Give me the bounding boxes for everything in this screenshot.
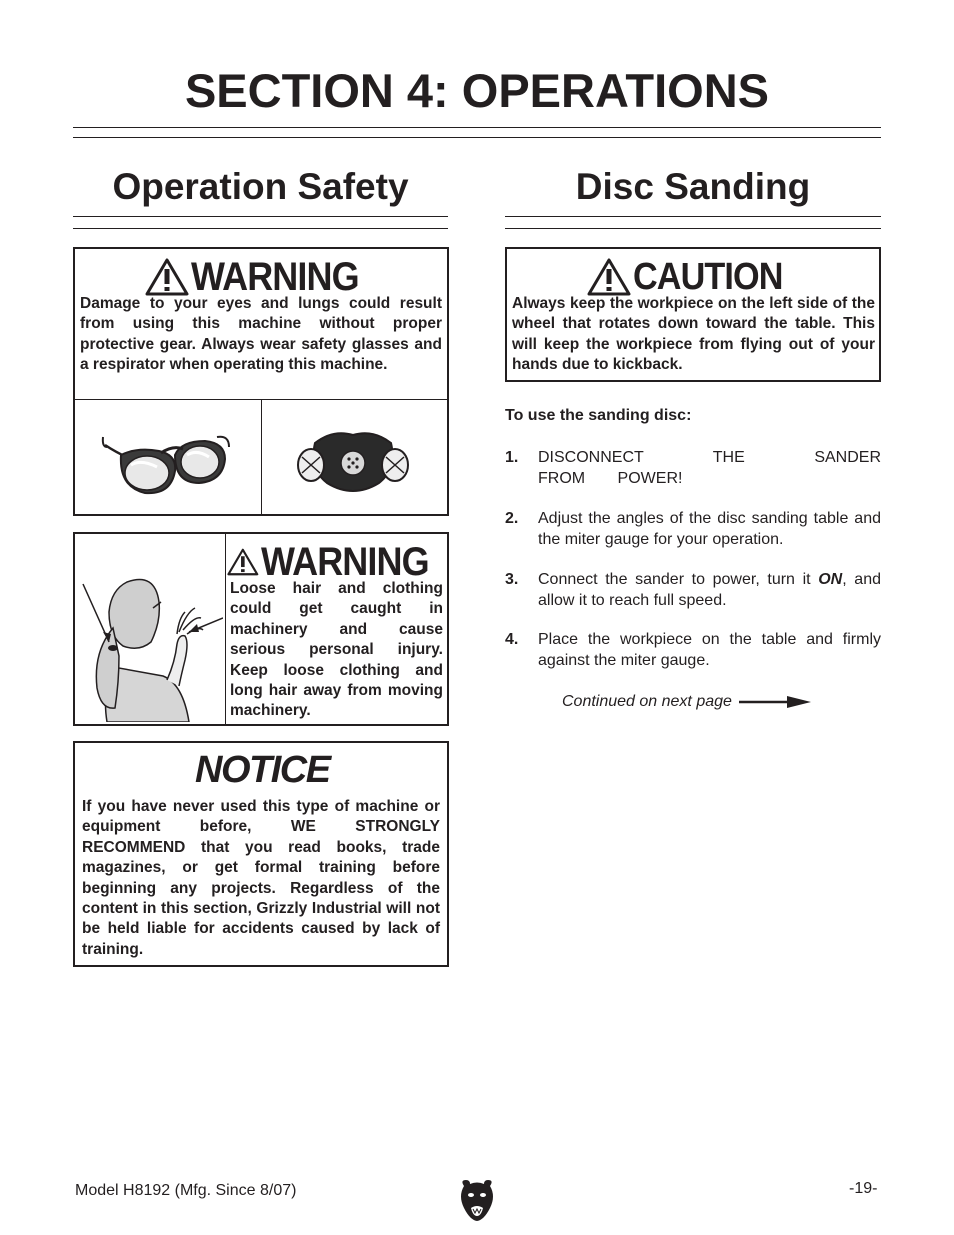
step-number: 2. xyxy=(505,510,519,527)
warning-image-separator xyxy=(261,399,262,514)
warning-triangle-icon xyxy=(145,258,189,296)
warning-box-loose-hair xyxy=(73,532,449,726)
steps-intro: To use the sanding disc: xyxy=(505,407,692,424)
warning-text: Loose hair and clothing could get caught in machinery and cause serious personal injury. Keep loose clothing and long hair away from moving machinery. xyxy=(230,580,443,720)
step-2 xyxy=(505,508,881,550)
continued-note xyxy=(562,693,811,711)
caution-triangle-icon xyxy=(587,258,631,296)
footer-page-number: -19- xyxy=(849,1180,878,1197)
operation-safety-title: Operation Safety xyxy=(112,166,409,207)
caution-box xyxy=(505,247,881,382)
caution-signal-word: CAUTION xyxy=(632,255,783,298)
caution-text: Always keep the workpiece on the left side of the wheel that rotates down toward the table. This will keep the workpiece from flying out of your hands due to kickback. xyxy=(512,295,875,374)
notice-signal-word: NOTICE xyxy=(195,749,330,791)
notice-text: If you have never used this type of machine or equipment before, WE STRONGLY RECOMMEND that you read books, trade magazines, or get formal training before beginning any projects. Regardless of the content in this section, Grizzly Industrial will not be held liable for accidents caused by lack of training. xyxy=(82,798,440,958)
step-number: 3. xyxy=(505,571,519,588)
step-text: Place the workpiece on the table and firmly against the miter gauge. xyxy=(538,631,881,669)
right-arrow-icon xyxy=(739,695,811,709)
step-text-emphasis: ON xyxy=(818,571,843,588)
respirator-icon xyxy=(293,419,413,497)
safety-glasses-icon xyxy=(101,407,233,499)
page-title: SECTION 4: OPERATIONS xyxy=(184,64,770,117)
left-rule-top xyxy=(73,216,448,217)
step-text xyxy=(538,569,881,611)
disc-sanding-title: Disc Sanding xyxy=(575,166,811,207)
grizzly-bear-logo-icon xyxy=(458,1178,496,1222)
caution-header xyxy=(507,255,879,299)
header-rule-top xyxy=(73,127,881,128)
warning-box-protective-gear xyxy=(73,247,449,516)
continued-text: Continued on next page xyxy=(562,693,732,710)
step-text-pre: Connect the sander to power, turn it xyxy=(538,571,819,588)
warning-triangle-icon xyxy=(227,543,259,581)
header-rule-bottom xyxy=(73,137,881,138)
warning-signal-word: WARNING xyxy=(260,539,429,584)
notice-box xyxy=(73,741,449,967)
footer-model: Model H8192 (Mfg. Since 8/07) xyxy=(75,1182,297,1199)
warning-header xyxy=(227,540,447,584)
warning-text: Damage to your eyes and lungs could result from using this machine without proper protective gear. Always wear safety glasses and a respirator when operating this machine. xyxy=(80,295,442,374)
step-text: Adjust the angles of the disc sanding table and the miter gauge for your operation. xyxy=(538,510,881,548)
step-4 xyxy=(505,629,881,671)
right-rule-bottom xyxy=(505,228,881,229)
left-rule-bottom xyxy=(73,228,448,229)
step-text: DISCONNECT THE SANDER FROM POWER! xyxy=(538,449,881,487)
person-with-ponytail-icon xyxy=(79,572,223,722)
step-text-post: , and allow it to reach full speed. xyxy=(538,571,881,609)
warning-header xyxy=(75,255,447,299)
warning-signal-word: WARNING xyxy=(190,254,359,299)
step-number: 4. xyxy=(505,631,519,648)
step-1 xyxy=(505,447,881,489)
step-3 xyxy=(505,569,881,611)
step-number: 1. xyxy=(505,449,519,466)
right-rule-top xyxy=(505,216,881,217)
warning-image-separator xyxy=(225,534,226,724)
